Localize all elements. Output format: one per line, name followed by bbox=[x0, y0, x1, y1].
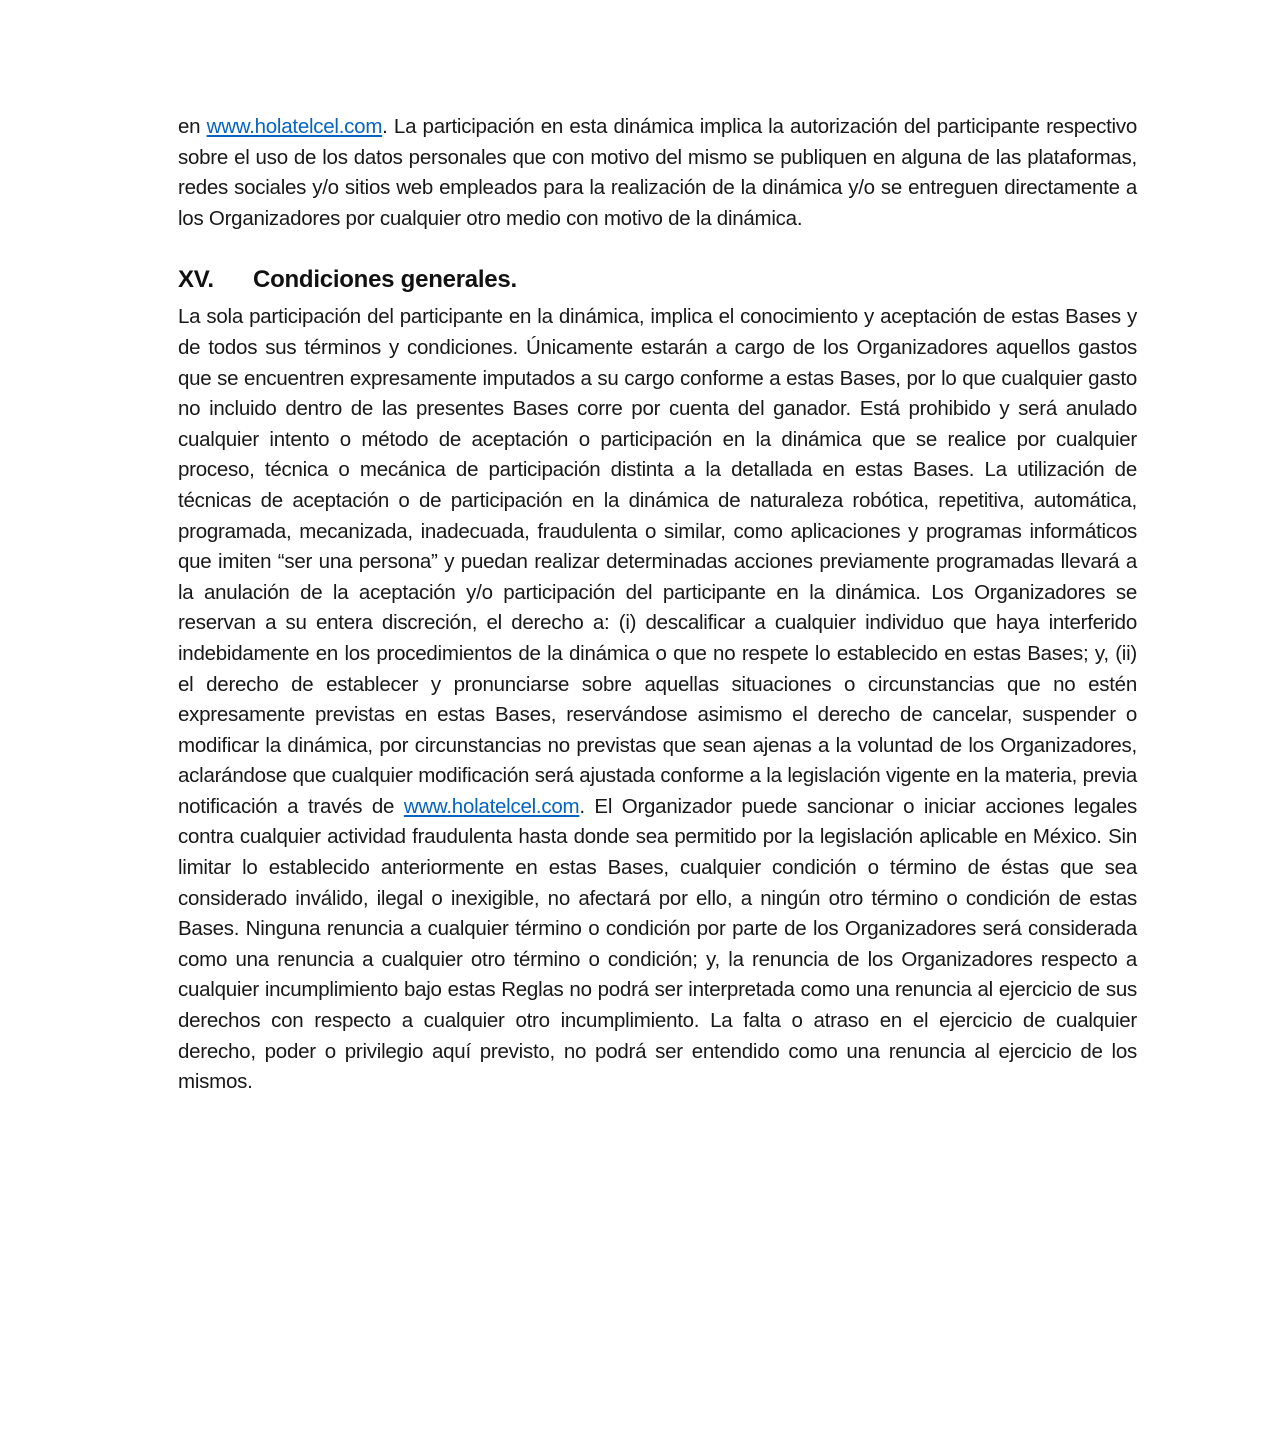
intro-paragraph bbox=[178, 112, 1137, 234]
text-run: en bbox=[178, 115, 207, 138]
text-run: . La participación en esta dinámica implica la autorización del participante respectivo sobre el uso de los datos personales que con motivo del mismo se publiquen en alguna de las plataformas, redes sociales y/o sitios web empleados para la realización de la dinámica y/o se entreguen directamente a los Organizadores por cualquier otro medio con motivo de la dinámica. bbox=[178, 115, 1138, 230]
text-run: La sola participación del participante en la dinámica, implica el conocimiento y aceptación de estas Bases y de todos sus términos y condiciones. Únicamente estarán a cargo de los Organizadores aquellos gastos que se encuentren expresamente imputados a su cargo conforme a estas Bases, por lo que cualquier gasto no incluido dentro de las presentes Bases corre por cuenta del ganador. Está prohibido y será anulado cualquier intento o método de aceptación o participación en la dinámica que se realice por cualquier proceso, técnica o mecánica de participación distinta a la detallada en estas Bases. La utilización de técnicas de aceptación o de participación en la dinámica de naturaleza robótica, repetitiva, automática, programada, mecanizada, inadecuada, fraudulenta o similar, como aplicaciones y programas informáticos que imiten “ser una persona” y puedan realizar determinadas acciones previamente programadas llevará a la anulación de la aceptación y/o participación del participante en la dinámica. Los Organizadores se reservan a su entera discreción, el derecho a: (i) descalificar a cualquier individuo que haya interferido indebidamente en los procedimientos de la dinámica o que no respete lo establecido en estas Bases; y, (ii) el derecho de establecer y pronunciarse sobre aquellas situaciones o circunstancias que no estén expresamente previstas en estas Bases, reservándose asimismo el derecho de cancelar, suspender o modificar la dinámica, por circunstancias no previstas que sean ajenas a la voluntad de los Organizadores, aclarándose que cualquier modificación será ajustada conforme a la legislación vigente en la materia, previa notificación a través de bbox=[178, 305, 1137, 818]
holatelcel-link[interactable]: www.holatelcel.com bbox=[206, 115, 383, 138]
general-conditions-paragraph bbox=[178, 302, 1137, 1097]
text-run: . El Organizador puede sancionar o iniciar acciones legales contra cualquier actividad fraudulenta hasta donde sea permitido por la legislación aplicable en México. Sin limitar lo establecido anteriormente en estas Bases, cualquier condición o término de éstas que sea considerado inválido, ilegal o inexigible, no afectará por ello, a ningún otro término o condición de estas Bases. Ninguna renuncia a cualquier término o condición por parte de los Organizadores será considerada como una renuncia a cualquier otro término o condición; y, la renuncia de los Organizadores respecto a cualquier incumplimiento bajo estas Reglas no podrá ser interpretada como una renuncia al ejercicio de sus derechos con respecto a cualquier otro incumplimiento. La falta o atraso en el ejercicio de cualquier derecho, poder o privilegio aquí previsto, no podrá ser entendido como una renuncia al ejercicio de los mismos. bbox=[178, 794, 1137, 1094]
section-heading bbox=[178, 264, 1137, 295]
section-title: Condiciones generales. bbox=[253, 266, 517, 294]
holatelcel-link[interactable]: www.holatelcel.com bbox=[403, 794, 580, 818]
section-number: XV. bbox=[178, 266, 214, 294]
